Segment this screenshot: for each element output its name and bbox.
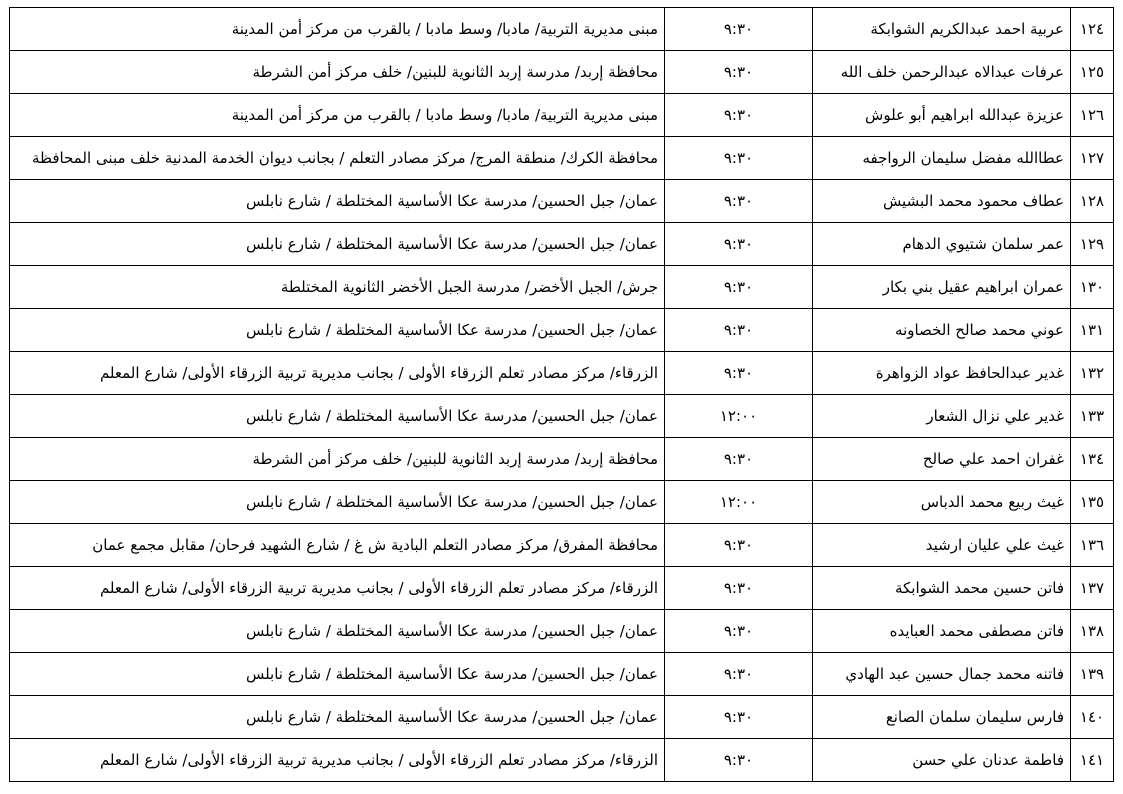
person-name: عطاالله مفضل سليمان الرواجفه — [813, 137, 1071, 180]
exam-time: ٩:٣٠ — [665, 266, 813, 309]
exam-time: ٩:٣٠ — [665, 610, 813, 653]
table-row — [10, 352, 1114, 395]
exam-time: ٩:٣٠ — [665, 137, 813, 180]
exam-time: ٩:٣٠ — [665, 524, 813, 567]
table-row — [10, 223, 1114, 266]
table-row — [10, 180, 1114, 223]
row-number: ١٣٣ — [1071, 395, 1114, 438]
exam-location: الزرقاء/ مركز مصادر تعلم الزرقاء الأولى / بجانب مديرية تربية الزرقاء الأولى/ شارع المعلم — [10, 567, 665, 610]
row-number: ١٣٦ — [1071, 524, 1114, 567]
exam-location: عمان/ جبل الحسين/ مدرسة عكا الأساسية المختلطة / شارع نابلس — [10, 309, 665, 352]
person-name: عوني محمد صالح الخصاونه — [813, 309, 1071, 352]
exam-location: محافظة المفرق/ مركز مصادر التعلم البادية ش غ / شارع الشهيد فرحان/ مقابل مجمع عمان — [10, 524, 665, 567]
table-row — [10, 438, 1114, 481]
row-number: ١٣٥ — [1071, 481, 1114, 524]
table-row — [10, 8, 1114, 51]
table-row — [10, 481, 1114, 524]
exam-time: ٩:٣٠ — [665, 739, 813, 782]
row-number: ١٢٤ — [1071, 8, 1114, 51]
table-row — [10, 51, 1114, 94]
exam-time: ٩:٣٠ — [665, 567, 813, 610]
row-number: ١٤١ — [1071, 739, 1114, 782]
exam-time: ٩:٣٠ — [665, 223, 813, 266]
exam-time: ٩:٣٠ — [665, 653, 813, 696]
person-name: عطاف محمود محمد البشيش — [813, 180, 1071, 223]
roster-sheet — [9, 7, 1114, 782]
table-row — [10, 567, 1114, 610]
exam-time: ١٢:٠٠ — [665, 395, 813, 438]
exam-location: الزرقاء/ مركز مصادر تعلم الزرقاء الأولى / بجانب مديرية تربية الزرقاء الأولى/ شارع المعلم — [10, 352, 665, 395]
row-number: ١٢٨ — [1071, 180, 1114, 223]
person-name: غدير عبدالحافظ عواد الزواهرة — [813, 352, 1071, 395]
exam-time: ٩:٣٠ — [665, 180, 813, 223]
exam-location: محافظة الكرك/ منطقة المرج/ مركز مصادر التعلم / بجانب ديوان الخدمة المدنية خلف مبنى المحافظة — [10, 137, 665, 180]
exam-time: ٩:٣٠ — [665, 438, 813, 481]
exam-location: عمان/ جبل الحسين/ مدرسة عكا الأساسية المختلطة / شارع نابلس — [10, 180, 665, 223]
row-number: ١٣٢ — [1071, 352, 1114, 395]
roster-table — [9, 7, 1114, 782]
exam-location: مبنى مديرية التربية/ مادبا/ وسط مادبا / بالقرب من مركز أمن المدينة — [10, 94, 665, 137]
row-number: ١٢٦ — [1071, 94, 1114, 137]
exam-location: عمان/ جبل الحسين/ مدرسة عكا الأساسية المختلطة / شارع نابلس — [10, 481, 665, 524]
exam-time: ٩:٣٠ — [665, 8, 813, 51]
row-number: ١٣٩ — [1071, 653, 1114, 696]
table-row — [10, 137, 1114, 180]
exam-location: عمان/ جبل الحسين/ مدرسة عكا الأساسية المختلطة / شارع نابلس — [10, 395, 665, 438]
table-row — [10, 653, 1114, 696]
exam-location: عمان/ جبل الحسين/ مدرسة عكا الأساسية المختلطة / شارع نابلس — [10, 610, 665, 653]
row-number: ١٣٠ — [1071, 266, 1114, 309]
person-name: عمر سلمان شتيوي الدهام — [813, 223, 1071, 266]
row-number: ١٣٧ — [1071, 567, 1114, 610]
row-number: ١٣٤ — [1071, 438, 1114, 481]
table-row — [10, 739, 1114, 782]
person-name: غفران احمد علي صالح — [813, 438, 1071, 481]
person-name: غيث علي عليان ارشيد — [813, 524, 1071, 567]
exam-time: ٩:٣٠ — [665, 696, 813, 739]
exam-time: ١٢:٠٠ — [665, 481, 813, 524]
person-name: فاتن حسين محمد الشوابكة — [813, 567, 1071, 610]
exam-location: جرش/ الجبل الأخضر/ مدرسة الجبل الأخضر الثانوية المختلطة — [10, 266, 665, 309]
person-name: فارس سليمان سلمان الصانع — [813, 696, 1071, 739]
table-row — [10, 309, 1114, 352]
row-number: ١٢٩ — [1071, 223, 1114, 266]
row-number: ١٤٠ — [1071, 696, 1114, 739]
exam-location: مبنى مديرية التربية/ مادبا/ وسط مادبا / بالقرب من مركز أمن المدينة — [10, 8, 665, 51]
exam-location: الزرقاء/ مركز مصادر تعلم الزرقاء الأولى / بجانب مديرية تربية الزرقاء الأولى/ شارع المعلم — [10, 739, 665, 782]
exam-location: عمان/ جبل الحسين/ مدرسة عكا الأساسية المختلطة / شارع نابلس — [10, 696, 665, 739]
table-row — [10, 266, 1114, 309]
person-name: عمران ابراهيم عقيل بني بكار — [813, 266, 1071, 309]
row-number: ١٢٥ — [1071, 51, 1114, 94]
exam-location: عمان/ جبل الحسين/ مدرسة عكا الأساسية المختلطة / شارع نابلس — [10, 223, 665, 266]
exam-time: ٩:٣٠ — [665, 309, 813, 352]
exam-time: ٩:٣٠ — [665, 94, 813, 137]
person-name: فاتنه محمد جمال حسين عبد الهادي — [813, 653, 1071, 696]
person-name: غيث ربيع محمد الدباس — [813, 481, 1071, 524]
person-name: عزيزة عبدالله ابراهيم أبو علوش — [813, 94, 1071, 137]
exam-location: عمان/ جبل الحسين/ مدرسة عكا الأساسية المختلطة / شارع نابلس — [10, 653, 665, 696]
exam-location: محافظة إربد/ مدرسة إربد الثانوية للبنين/ خلف مركز أمن الشرطة — [10, 51, 665, 94]
roster-body — [10, 8, 1114, 782]
table-row — [10, 395, 1114, 438]
exam-time: ٩:٣٠ — [665, 352, 813, 395]
person-name: عربية احمد عبدالكريم الشوابكة — [813, 8, 1071, 51]
exam-location: محافظة إربد/ مدرسة إربد الثانوية للبنين/ خلف مركز أمن الشرطة — [10, 438, 665, 481]
table-row — [10, 524, 1114, 567]
row-number: ١٣١ — [1071, 309, 1114, 352]
exam-time: ٩:٣٠ — [665, 51, 813, 94]
person-name: فاطمة عدنان علي حسن — [813, 739, 1071, 782]
table-row — [10, 94, 1114, 137]
table-row — [10, 610, 1114, 653]
row-number: ١٢٧ — [1071, 137, 1114, 180]
person-name: فاتن مصطفى محمد العبايده — [813, 610, 1071, 653]
table-row — [10, 696, 1114, 739]
row-number: ١٣٨ — [1071, 610, 1114, 653]
person-name: غدير علي نزال الشعار — [813, 395, 1071, 438]
person-name: عرفات عبدالاه عبدالرحمن خلف الله — [813, 51, 1071, 94]
